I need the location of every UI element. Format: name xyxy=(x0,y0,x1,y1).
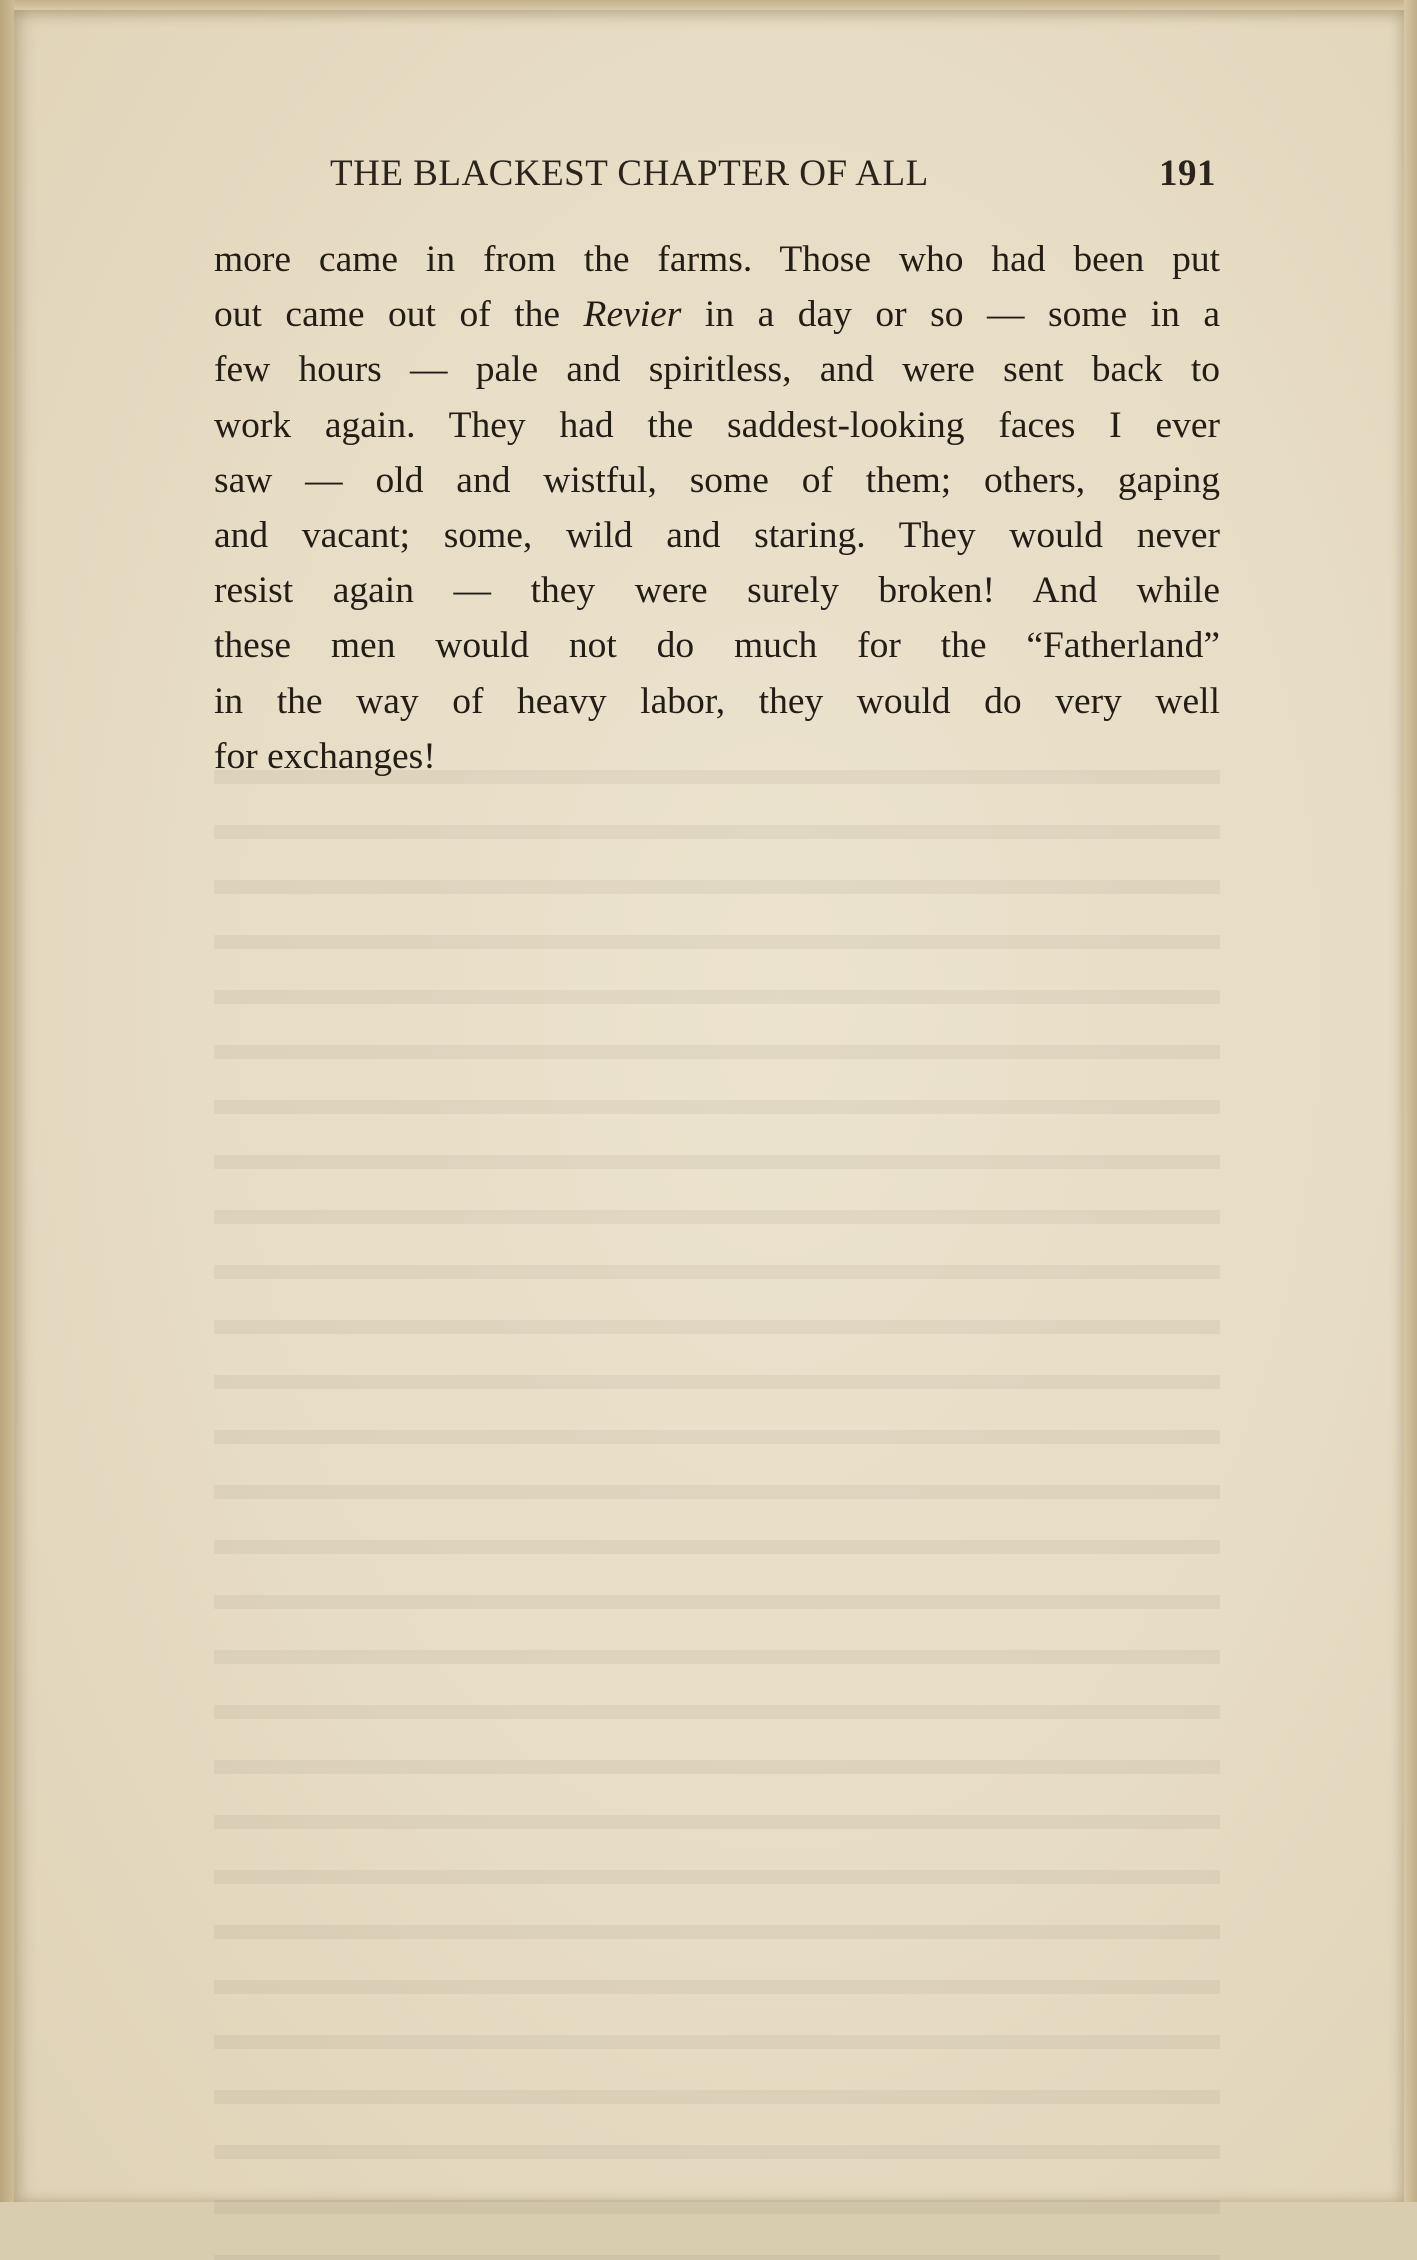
text-fragment: out came out of the xyxy=(214,294,561,336)
body-paragraph xyxy=(214,232,1220,784)
running-head xyxy=(330,152,1216,202)
text-fragment: in a day or so — some in a xyxy=(704,294,1221,336)
text-line: resist again — they were surely broken! And while xyxy=(214,570,1220,612)
italic-term: Revier xyxy=(583,294,682,336)
page-right-edge xyxy=(1404,0,1417,2202)
text-line: more came in from the farms. Those who had been put xyxy=(214,239,1220,280)
text-line: work again. They had the saddest-looking faces I ever xyxy=(214,404,1220,446)
page-top-edge xyxy=(0,0,1417,10)
show-through-text xyxy=(214,740,1220,2260)
text-line: in the way of heavy labor, they would do very well xyxy=(214,680,1220,722)
page-spine-edge xyxy=(0,0,14,2202)
chapter-title: THE BLACKEST CHAPTER OF ALL xyxy=(330,153,929,194)
text-line: for exchanges! xyxy=(214,735,436,777)
text-line: and vacant; some, wild and staring. They would never xyxy=(214,514,1220,556)
text-line: saw — old and wistful, some of them; others, gaping xyxy=(214,459,1220,501)
text-line: few hours — pale and spiritless, and were sent back to xyxy=(214,349,1220,391)
page-number: 191 xyxy=(1159,153,1216,194)
text-line xyxy=(214,287,1220,342)
text-line: these men would not do much for the “Fatherland” xyxy=(214,625,1220,667)
